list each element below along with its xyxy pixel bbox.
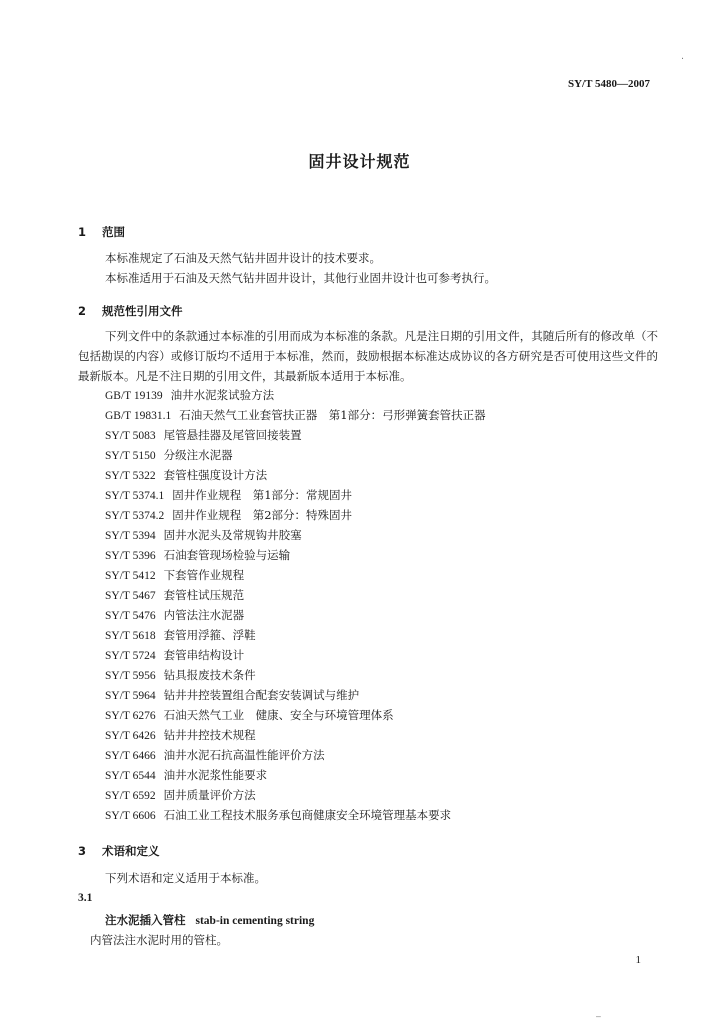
reference-item <box>105 785 486 805</box>
section-2-number: 2 <box>78 304 87 318</box>
term-definition: 内管法注水泥时用的管柱。 <box>90 933 228 947</box>
reference-code: SY/T 6606 <box>105 810 156 822</box>
reference-item <box>105 445 486 465</box>
term-chinese: 注水泥插入管柱 <box>105 913 186 927</box>
reference-code: SY/T 6544 <box>105 770 156 782</box>
reference-title: 套管柱强度设计方法 <box>163 468 268 482</box>
reference-item <box>105 765 486 785</box>
reference-code: SY/T 5964 <box>105 690 156 702</box>
term-english: stab-in cementing string <box>195 915 315 927</box>
reference-title: 套管串结构设计 <box>163 648 245 662</box>
reference-code: SY/T 5394 <box>105 530 156 542</box>
reference-item <box>105 585 486 605</box>
section-1-title: 范围 <box>102 225 126 239</box>
scan-mark: · <box>680 54 685 63</box>
section-3-number: 3 <box>78 844 87 858</box>
reference-item <box>105 805 486 825</box>
reference-item <box>105 545 486 565</box>
reference-code: GB/T 19139 <box>105 390 163 402</box>
reference-item <box>105 565 486 585</box>
reference-code: SY/T 5374.1 <box>105 490 165 502</box>
reference-item <box>105 385 486 405</box>
reference-code: SY/T 6466 <box>105 750 156 762</box>
section-1-heading <box>78 224 125 240</box>
section-2-heading <box>78 303 183 319</box>
reference-title: 油井水泥浆性能要求 <box>163 768 268 782</box>
reference-item <box>105 425 486 445</box>
reference-title: 尾管悬挂器及尾管回接装置 <box>163 428 302 442</box>
reference-title: 钻井井控技术规程 <box>163 728 256 742</box>
page-number: 1 <box>635 954 641 966</box>
reference-title: 石油天然气工业套管扶正器 第1部分：弓形弹簧套管扶正器 <box>179 408 486 422</box>
reference-code: SY/T 5396 <box>105 550 156 562</box>
reference-code: GB/T 19831.1 <box>105 410 172 422</box>
section-3-heading <box>78 843 160 859</box>
section-1-number: 1 <box>78 225 87 239</box>
section-1-line-2: 本标准适用于石油及天然气钻井固井设计，其他行业固井设计也可参考执行。 <box>105 271 496 285</box>
reference-code: SY/T 5322 <box>105 470 156 482</box>
section-2-intro: 下列文件中的条款通过本标准的引用而成为本标准的条款。凡是注日期的引用文件，其随后所有的修改单（不包括勘误的内容）或修订版均不适用于本标准，然而，鼓励根据本标准达成协议的各方研究是否可使用这些文件的最新版本。凡是不注日期的引用文件，其最新版本适用于本标准。 <box>78 329 658 383</box>
reference-item <box>105 645 486 665</box>
reference-item <box>105 525 486 545</box>
reference-title: 石油套管现场检验与运输 <box>163 548 291 562</box>
reference-title: 油井水泥石抗高温性能评价方法 <box>163 748 325 762</box>
reference-title: 固井水泥头及常规钩井胶塞 <box>163 528 302 542</box>
reference-item <box>105 685 486 705</box>
reference-code: SY/T 5476 <box>105 610 156 622</box>
reference-title: 固井作业规程 第1部分：常规固井 <box>172 488 353 502</box>
reference-list <box>105 385 486 825</box>
reference-code: SY/T 6426 <box>105 730 156 742</box>
reference-item <box>105 705 486 725</box>
reference-item <box>105 625 486 645</box>
reference-item <box>105 405 486 425</box>
reference-title: 下套管作业规程 <box>163 568 245 582</box>
reference-title: 石油工业工程技术服务承包商健康安全环境管理基本要求 <box>163 808 452 822</box>
term-entry <box>105 912 314 928</box>
subsection-3-1-number: 3.1 <box>78 892 93 904</box>
reference-title: 油井水泥浆试验方法 <box>170 388 275 402</box>
reference-item <box>105 605 486 625</box>
reference-item <box>105 465 486 485</box>
scan-mark: — <box>596 1012 601 1021</box>
standard-number: SY/T 5480—2007 <box>567 78 650 90</box>
reference-item <box>105 725 486 745</box>
reference-code: SY/T 5724 <box>105 650 156 662</box>
reference-title: 套管用浮箍、浮鞋 <box>163 628 256 642</box>
reference-item <box>105 485 486 505</box>
reference-item <box>105 505 486 525</box>
document-title: 固井设计规范 <box>308 152 411 171</box>
reference-code: SY/T 5412 <box>105 570 156 582</box>
reference-title: 钻具报废技术条件 <box>163 668 256 682</box>
reference-code: SY/T 5956 <box>105 670 156 682</box>
reference-title: 石油天然气工业 健康、安全与环境管理体系 <box>163 708 394 722</box>
reference-code: SY/T 5467 <box>105 590 156 602</box>
reference-code: SY/T 5618 <box>105 630 156 642</box>
reference-title: 分级注水泥器 <box>163 448 233 462</box>
section-3-title: 术语和定义 <box>102 844 160 858</box>
reference-item <box>105 665 486 685</box>
reference-title: 内管法注水泥器 <box>163 608 245 622</box>
reference-title: 套管柱试压规范 <box>163 588 245 602</box>
reference-title: 固井作业规程 第2部分：特殊固井 <box>172 508 353 522</box>
reference-code: SY/T 5083 <box>105 430 156 442</box>
reference-title: 钻井井控装置组合配套安装调试与维护 <box>163 688 360 702</box>
reference-code: SY/T 5374.2 <box>105 510 165 522</box>
reference-code: SY/T 5150 <box>105 450 156 462</box>
reference-code: SY/T 6276 <box>105 710 156 722</box>
section-1-line-1: 本标准规定了石油及天然气钻井固井设计的技术要求。 <box>105 251 381 265</box>
reference-item <box>105 745 486 765</box>
section-2-title: 规范性引用文件 <box>102 304 183 318</box>
reference-title: 固井质量评价方法 <box>163 788 256 802</box>
reference-code: SY/T 6592 <box>105 790 156 802</box>
section-3-intro: 下列术语和定义适用于本标准。 <box>105 871 266 885</box>
